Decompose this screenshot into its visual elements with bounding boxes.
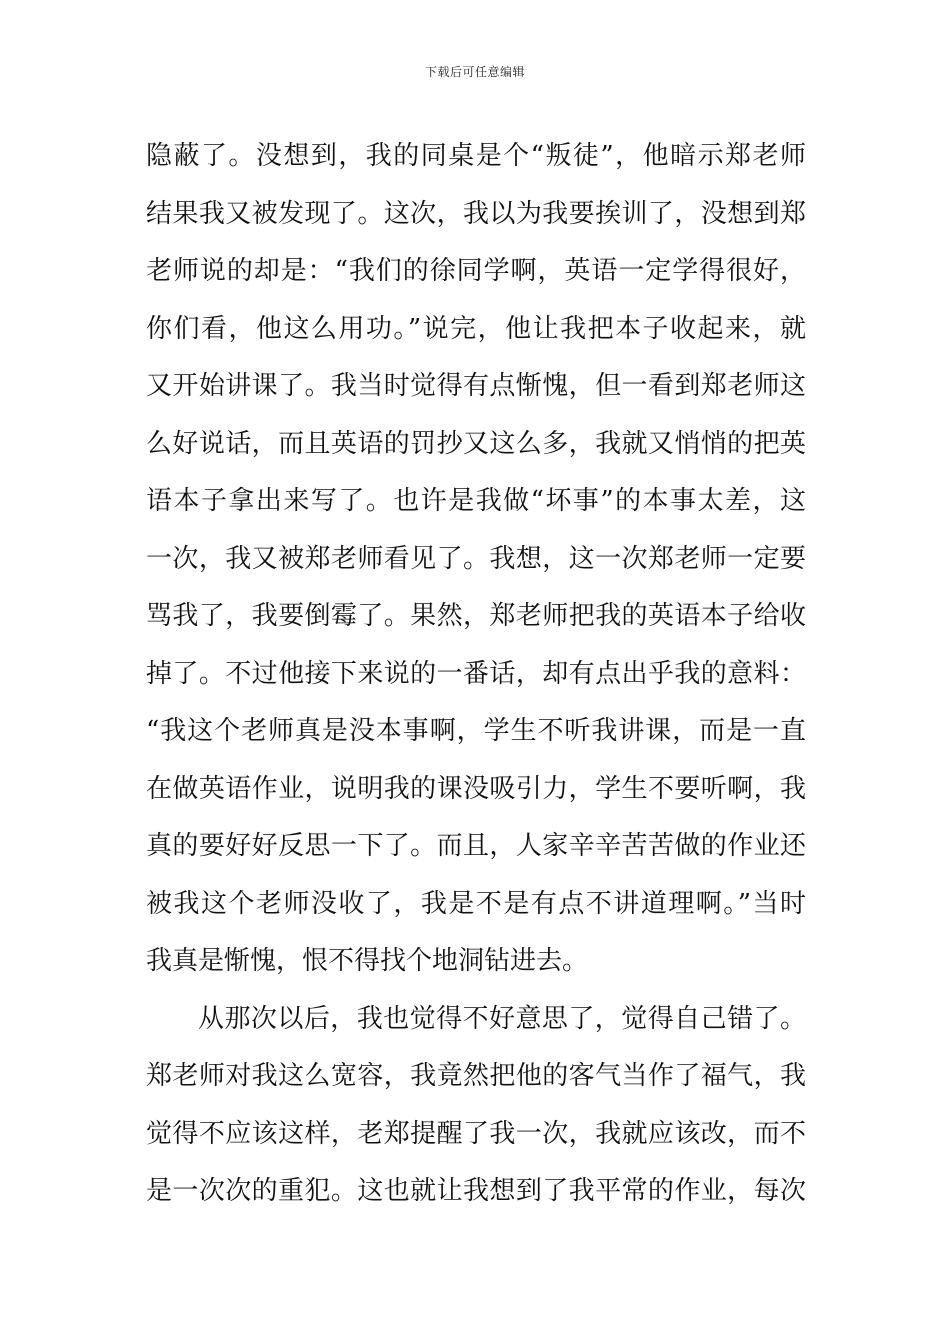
text-line: 语本子拿出来写了。也许是我做“坏事”的本事太差，这 <box>146 486 806 516</box>
text-line: 你们看，他这么用功。”说完，他让我把本子收起来，就 <box>146 313 806 344</box>
body-text <box>146 128 806 1221</box>
text-line: 从那次以后，我也觉得不好意思了，觉得自己错了。 <box>198 1003 806 1034</box>
text-line: 我真是惭愧，恨不得找个地洞钻进去。 <box>146 946 589 976</box>
text-line: 觉得不应该这样，老郑提醒了我一次，我就应该改，而不 <box>146 1118 806 1149</box>
text-line: 结果我又被发现了。这次，我以为我要挨训了，没想到郑 <box>146 198 806 229</box>
text-line: 掉了。不过他接下来说的一番话，却有点出乎我的意料： <box>146 658 806 689</box>
text-line: 隐蔽了。没想到，我的同桌是个“叛徒”，他暗示郑老师 <box>146 141 806 171</box>
text-line: 郑老师对我这么宽容，我竟然把他的客气当作了福气，我 <box>146 1061 806 1091</box>
text-line: “我这个老师真是没本事啊，学生不听我讲课，而是一直 <box>146 716 806 746</box>
text-line: 一次，我又被郑老师看见了。我想，这一次郑老师一定要 <box>146 543 806 574</box>
text-line: 是一次次的重犯。这也就让我想到了我平常的作业，每次 <box>146 1176 806 1206</box>
header-note: 下载后可任意编辑 <box>424 65 525 79</box>
text-line: 又开始讲课了。我当时觉得有点惭愧，但一看到郑老师这 <box>146 371 806 401</box>
text-line: 么好说话，而且英语的罚抄又这么多，我就又悄悄的把英 <box>146 428 806 459</box>
text-line: 老师说的却是：“我们的徐同学啊，英语一定学得很好， <box>146 256 806 286</box>
text-line: 在做英语作业，说明我的课没吸引力，学生不要听啊，我 <box>146 773 806 804</box>
text-line: 真的要好好反思一下了。而且，人家辛辛苦苦做的作业还 <box>146 831 806 861</box>
text-line: 骂我了，我要倒霉了。果然，郑老师把我的英语本子给收 <box>146 601 806 631</box>
text-line: 被我这个老师没收了，我是不是有点不讲道理啊。”当时 <box>146 888 806 919</box>
